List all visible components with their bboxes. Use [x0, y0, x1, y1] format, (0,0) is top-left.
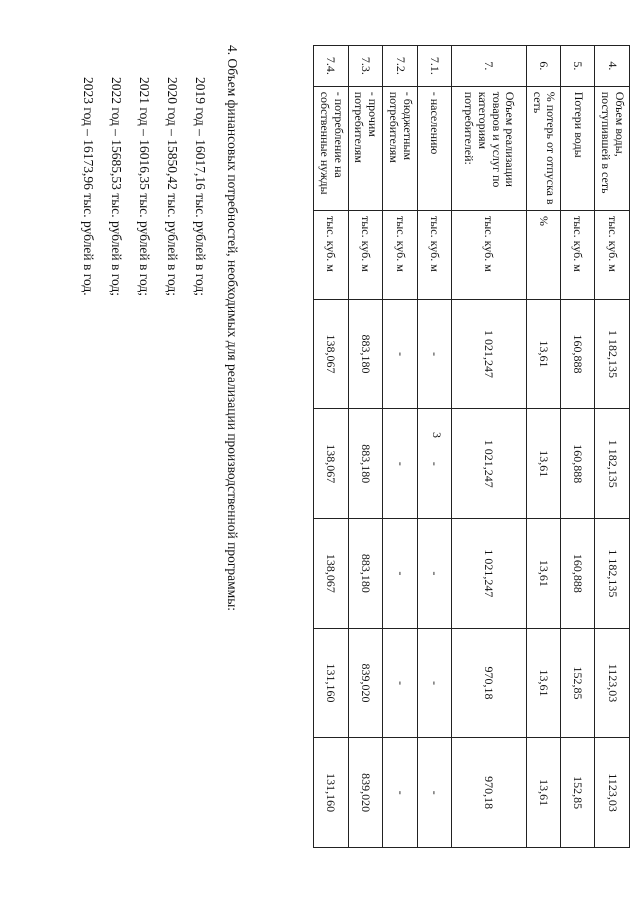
- row-name: Объем воды, поступившей в сеть: [595, 86, 630, 210]
- row-value: 1123,03: [595, 738, 630, 848]
- row-name: - прочим потребителям: [348, 86, 383, 210]
- row-value: 970,18: [451, 738, 526, 848]
- row-value: 160,888: [561, 299, 595, 409]
- row-value: 1 182,135: [595, 519, 630, 629]
- row-name: Объем реализации товаров и услуг по категориям потребителей:: [451, 86, 526, 210]
- row-value: 1 182,135: [595, 409, 630, 519]
- row-unit: тыс. куб. м: [451, 210, 526, 299]
- row-value: 138,067: [314, 519, 349, 629]
- row-value: 883,180: [348, 299, 383, 409]
- row-value: 1 182,135: [595, 299, 630, 409]
- row-value: 1 021,247: [451, 409, 526, 519]
- row-value: 160,888: [561, 519, 595, 629]
- row-unit: %: [526, 210, 561, 299]
- row-number: 7.: [451, 46, 526, 87]
- table-row: [417, 46, 451, 848]
- financing-title: 4. Объем финансовых потребностей, необходимых для реализации производственной программы:: [225, 45, 240, 612]
- row-value: 131,160: [314, 628, 349, 738]
- row-name: - населению: [417, 86, 451, 210]
- row-unit: тыс. куб. м: [314, 210, 349, 299]
- page-number: 3: [430, 432, 444, 438]
- row-value: -: [417, 628, 451, 738]
- table-row: [348, 46, 383, 848]
- row-value: -: [417, 738, 451, 848]
- row-value: 970,18: [451, 628, 526, 738]
- table-row: [451, 46, 526, 848]
- table-row: [383, 46, 418, 848]
- row-number: 7.3.: [348, 46, 383, 87]
- row-value: -: [383, 299, 418, 409]
- financing-section: [68, 45, 240, 865]
- table-row: [595, 46, 630, 848]
- row-value: 138,067: [314, 409, 349, 519]
- row-value: 13,61: [526, 628, 561, 738]
- table-row: [526, 46, 561, 848]
- production-table: [313, 45, 630, 848]
- row-number: 7.1.: [417, 46, 451, 87]
- row-name: - бюджетным потребителям: [383, 86, 418, 210]
- row-value: 160,888: [561, 409, 595, 519]
- row-value: 1123,03: [595, 628, 630, 738]
- row-value: -: [383, 519, 418, 629]
- row-name: - потребление на собственные нужды: [314, 86, 349, 210]
- financing-line: 2023 год – 16173,96 тыс. рублей в год.: [81, 77, 96, 296]
- row-value: -: [383, 628, 418, 738]
- row-value: -: [417, 519, 451, 629]
- row-value: 839,020: [348, 738, 383, 848]
- row-number: 7.4.: [314, 46, 349, 87]
- row-number: 4.: [595, 46, 630, 87]
- row-value: -: [417, 299, 451, 409]
- row-value: 152,85: [561, 738, 595, 848]
- financing-line: 2019 год – 16017,16 тыс. рублей в год;: [193, 77, 208, 296]
- row-value: -: [417, 409, 451, 519]
- row-value: 883,180: [348, 519, 383, 629]
- table-row: [314, 46, 349, 848]
- row-unit: тыс. куб. м: [348, 210, 383, 299]
- row-value: 1 021,247: [451, 519, 526, 629]
- row-value: 13,61: [526, 409, 561, 519]
- row-name: % потерь от отпуска в сеть: [526, 86, 561, 210]
- row-unit: тыс. куб. м: [383, 210, 418, 299]
- row-value: -: [383, 738, 418, 848]
- row-name: Потери воды: [561, 86, 595, 210]
- row-number: 5.: [561, 46, 595, 87]
- row-unit: тыс. куб. м: [595, 210, 630, 299]
- row-value: 131,160: [314, 738, 349, 848]
- row-value: -: [383, 409, 418, 519]
- row-unit: тыс. куб. м: [561, 210, 595, 299]
- row-value: 13,61: [526, 738, 561, 848]
- row-value: 13,61: [526, 299, 561, 409]
- financing-line: 2022 год – 15685,53 тыс. рублей в год;: [109, 77, 124, 296]
- table-row: [561, 46, 595, 848]
- financing-line: 2021 год – 16016,35 тыс. рублей в год;: [137, 77, 152, 296]
- row-value: 13,61: [526, 519, 561, 629]
- row-number: 6.: [526, 46, 561, 87]
- row-number: 7.2.: [383, 46, 418, 87]
- row-unit: тыс. куб. м: [417, 210, 451, 299]
- row-value: 138,067: [314, 299, 349, 409]
- row-value: 883,180: [348, 409, 383, 519]
- financing-line: 2020 год – 15850,42 тыс. рублей в год;: [165, 77, 180, 296]
- row-value: 839,020: [348, 628, 383, 738]
- row-value: 1 021,247: [451, 299, 526, 409]
- row-value: 152,85: [561, 628, 595, 738]
